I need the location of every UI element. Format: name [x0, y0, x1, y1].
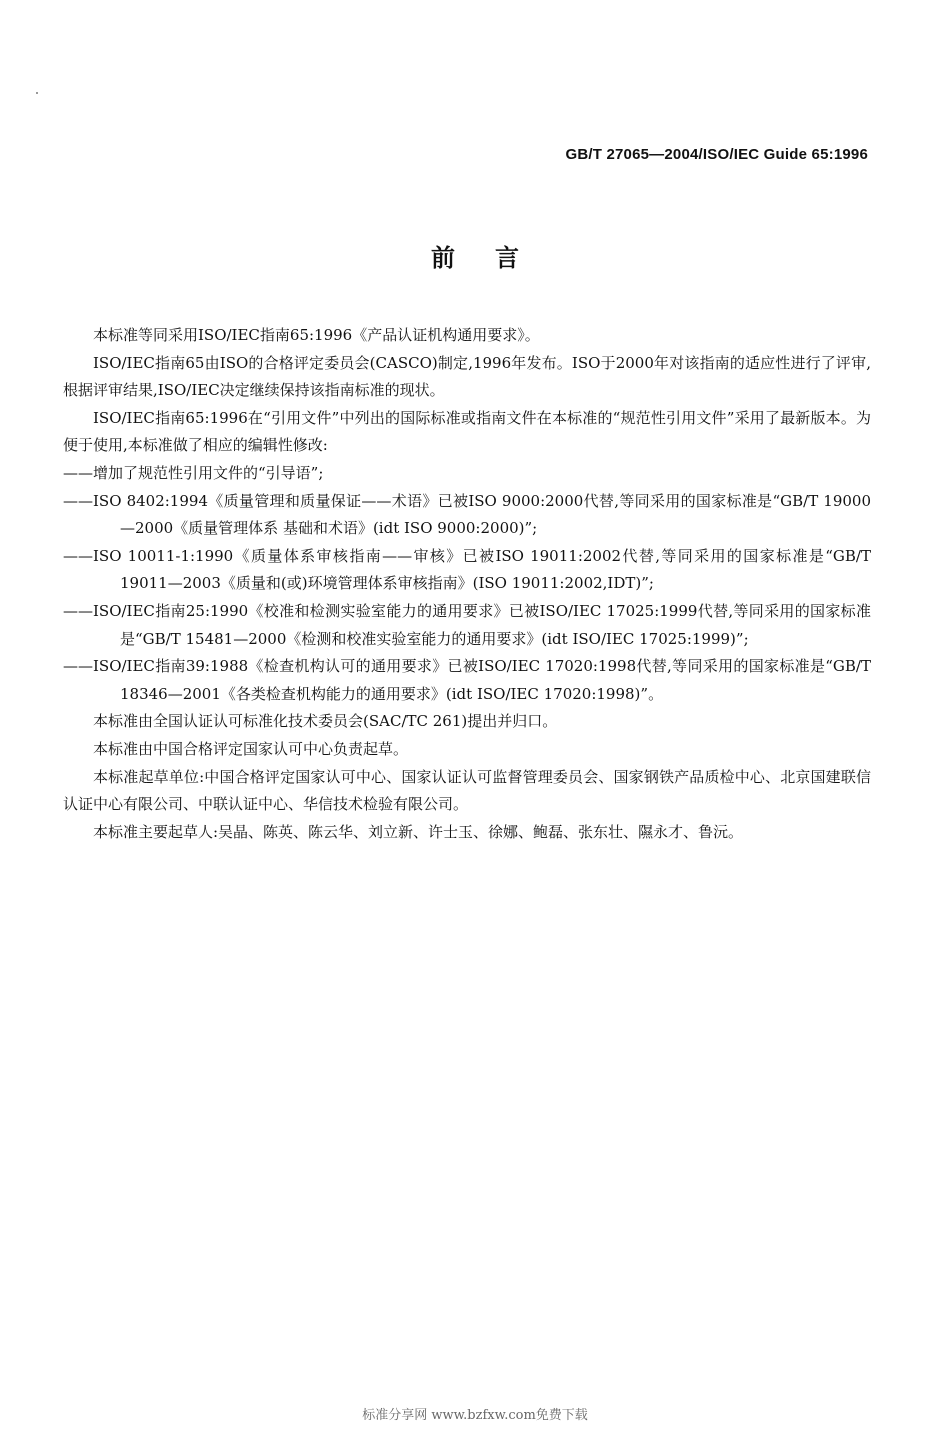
paragraph-drafting-units: 本标准起草单位:中国合格评定国家认可中心、国家认证认可监督管理委员会、国家钢铁产品质检中心、北京国建联信认证中心有限公司、中联认证中心、华信技术检验有限公司。	[63, 767, 871, 814]
list-item: ——ISO 8402:1994《质量管理和质量保证——术语》已被ISO 9000:2000代替,等同采用的国家标准是“GB/T 19000—2000《质量管理体系 基础和术语》(idt ISO 9000:2000)”;	[63, 491, 871, 538]
footer-watermark: 标准分享网 www.bzfxw.com免费下载	[362, 1408, 588, 1423]
list-item: ——增加了规范性引用文件的“引导语”;	[63, 463, 324, 482]
paragraph-history: ISO/IEC指南65由ISO的合格评定委员会(CASCO)制定,1996年发布。ISO于2000年对该指南的适应性进行了评审,根据评审结果,ISO/IEC决定继续保持该指南标准的现状。	[63, 353, 871, 400]
list-item: ——ISO/IEC指南25:1990《校准和检测实验室能力的通用要求》已被ISO/IEC 17025:1999代替,等同采用的国家标准是“GB/T 15481—2000《检测和校准实验室能力的通用要求》(idt ISO/IEC 17025:1999)”;	[63, 601, 871, 648]
paragraph-drafter: 本标准由中国合格评定国家认可中心负责起草。	[93, 739, 409, 758]
standard-code-header: GB/T 27065—2004/ISO/IEC Guide 65:1996	[565, 146, 868, 163]
scan-speck	[36, 92, 38, 94]
paragraph-adoption: 本标准等同采用ISO/IEC指南65:1996《产品认证机构通用要求》。	[93, 326, 540, 344]
list-item: ——ISO 10011-1:1990《质量体系审核指南——审核》已被ISO 19011:2002代替,等同采用的国家标准是“GB/T 19011—2003《质量和(或)环境管理体系审核指南》(ISO 19011:2002,IDT)”;	[63, 546, 871, 593]
paragraph-proposer: 本标准由全国认证认可标准化技术委员会(SAC/TC 261)提出并归口。	[93, 712, 558, 731]
page-title: 前言	[431, 244, 559, 272]
paragraph-references: ISO/IEC指南65:1996在“引用文件”中列出的国际标准或指南文件在本标准的“规范性引用文件”采用了最新版本。为便于使用,本标准做了相应的编辑性修改:	[63, 408, 871, 455]
foreword-body	[63, 322, 871, 846]
paragraph-drafters: 本标准主要起草人:吴晶、陈英、陈云华、刘立新、许士玉、徐娜、鲍磊、张东壮、隰永才、鲁沅。	[93, 822, 744, 841]
list-item: ——ISO/IEC指南39:1988《检查机构认可的通用要求》已被ISO/IEC 17020:1998代替,等同采用的国家标准是“GB/T 18346—2001《各类检查机构能力的通用要求》(idt ISO/IEC 17020:1998)”。	[63, 657, 871, 703]
